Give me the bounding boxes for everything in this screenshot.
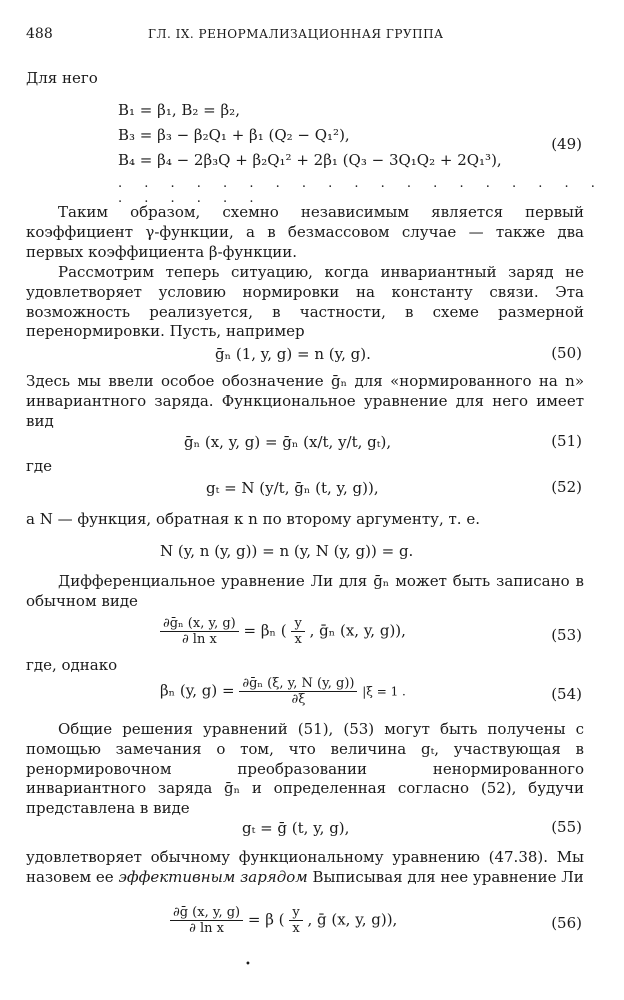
paragraph-6: Общие решения уравнений (51), (53) могут быть получены с помощью замечания о том, что величина gₜ, участвующая в ренормировочном преобразовании ненормированного инвариантного заряда ḡₙ и определенная согласно (52), будучи представлена в виде: [26, 720, 584, 818]
equation-50: ḡₙ (1, y, g) = n (y, g).: [215, 345, 371, 363]
running-title: ГЛ. IX. РЕНОРМАЛИЗАЦИОННАЯ ГРУППА: [148, 27, 444, 41]
equation-54: [160, 676, 406, 707]
equation-56-arg-fraction: [289, 905, 302, 936]
equation-51-number: (51): [551, 432, 582, 450]
paragraph-4: а N — функция, обратная к n по второму аргументу, т. е.: [26, 510, 480, 528]
equation-49-dots: . . . . . . . . . . . . . . . . . . . . . . . . .: [118, 176, 604, 206]
equation-56-beta: = β (: [247, 910, 285, 929]
where-label-2: где, однако: [26, 656, 118, 674]
paragraph-2: Рассмотрим теперь ситуацию, когда инвариантный заряд не удовлетворяет условию нормировки на константу связи. Эта возможность реализуется, в частности, в схеме размерной перенормировки. Пусть, например: [26, 263, 584, 341]
equation-49-line1: B₁ = β₁, B₂ = β₂,: [118, 101, 240, 119]
paragraph-5: Дифференциальное уравнение Ли для ḡₙ может быть записано в обычном виде: [26, 572, 584, 610]
where-label-1: где: [26, 457, 52, 475]
equation-56-lhs-fraction: [170, 905, 243, 936]
equation-56: [170, 905, 397, 936]
paragraph-7-start: удовлетворяет обычному функциональному уравнению (47.38). Мы назовем ее: [26, 848, 584, 886]
paragraph-7-end: Выписывая для нее уравнение Ли: [307, 867, 584, 886]
intro-text: Для него: [26, 69, 98, 87]
equation-49-line3: B₄ = β₄ − 2β₃Q + β₂Q₁² + 2β₁ (Q₃ − 3Q₁Q₂ + 2Q₁³),: [118, 151, 502, 169]
paragraph-1: Таким образом, схемно независимым является первый коэффициент γ-функции, а в безмассовом случае — также два первых коэффициента β-функции.: [26, 203, 584, 261]
equation-54-numerator: ∂ḡₙ (ξ, y, N (y, g)): [239, 676, 357, 692]
equation-53: [160, 616, 406, 647]
equation-53-arg-denominator: x: [294, 632, 302, 647]
equation-50-number: (50): [551, 344, 582, 362]
equation-52-number: (52): [551, 478, 582, 496]
equation-49-number: (49): [551, 135, 582, 153]
equation-49-line2: B₃ = β₃ − β₂Q₁ + β₁ (Q₂ − Q₁²),: [118, 126, 350, 144]
equation-56-arg-numerator: y: [289, 905, 302, 921]
equation-55: gₜ = ḡ (t, y, g),: [242, 819, 350, 837]
equation-53-lhs-fraction: [160, 616, 239, 647]
equation-53-lhs-numerator: ∂ḡₙ (x, y, g): [160, 616, 239, 632]
equation-54-lhs: βₙ (y, g) =: [160, 681, 235, 700]
equation-51: ḡₙ (x, y, g) = ḡₙ (x/t, y/t, gₜ),: [184, 433, 392, 451]
equation-53-arg-fraction: [291, 616, 304, 647]
equation-56-arg-denominator: x: [292, 921, 300, 936]
equation-54-number: (54): [551, 685, 582, 703]
footer-mark: •: [245, 959, 251, 970]
equation-54-evaluation: |ξ = 1 .: [362, 684, 406, 699]
equation-56-lhs-numerator: ∂ḡ (x, y, g): [170, 905, 243, 921]
paragraph-3: Здесь мы ввели особое обозначение ḡₙ для «нормированного на n» инвариантного заряда. Функциональное уравнение для него имеет вид: [26, 372, 584, 430]
equation-53-arg-numerator: y: [291, 616, 304, 632]
equation-56-number: (56): [551, 914, 582, 932]
equation-56-rhs: , ḡ (x, y, g)),: [307, 910, 398, 929]
equation-52: gₜ = N (y/t, ḡₙ (t, y, g)),: [206, 479, 379, 497]
equation-53-beta: = βₙ (: [243, 621, 287, 640]
equation-54-fraction: [239, 676, 357, 707]
paragraph-7-emphasis: эффективным зарядом: [118, 867, 308, 886]
equation-53-rhs: , ḡₙ (x, y, g)),: [309, 621, 406, 640]
equation-55-number: (55): [551, 818, 582, 836]
equation-56-lhs-denominator: ∂ ln x: [189, 921, 224, 936]
equation-53-lhs-denominator: ∂ ln x: [181, 632, 217, 647]
equation-inverse: N (y, n (y, g)) = n (y, N (y, g)) = g.: [160, 542, 414, 560]
paragraph-7: [26, 848, 584, 888]
equation-54-denominator: ∂ξ: [291, 692, 306, 707]
page-number: 488: [26, 26, 53, 42]
equation-53-number: (53): [551, 626, 582, 644]
